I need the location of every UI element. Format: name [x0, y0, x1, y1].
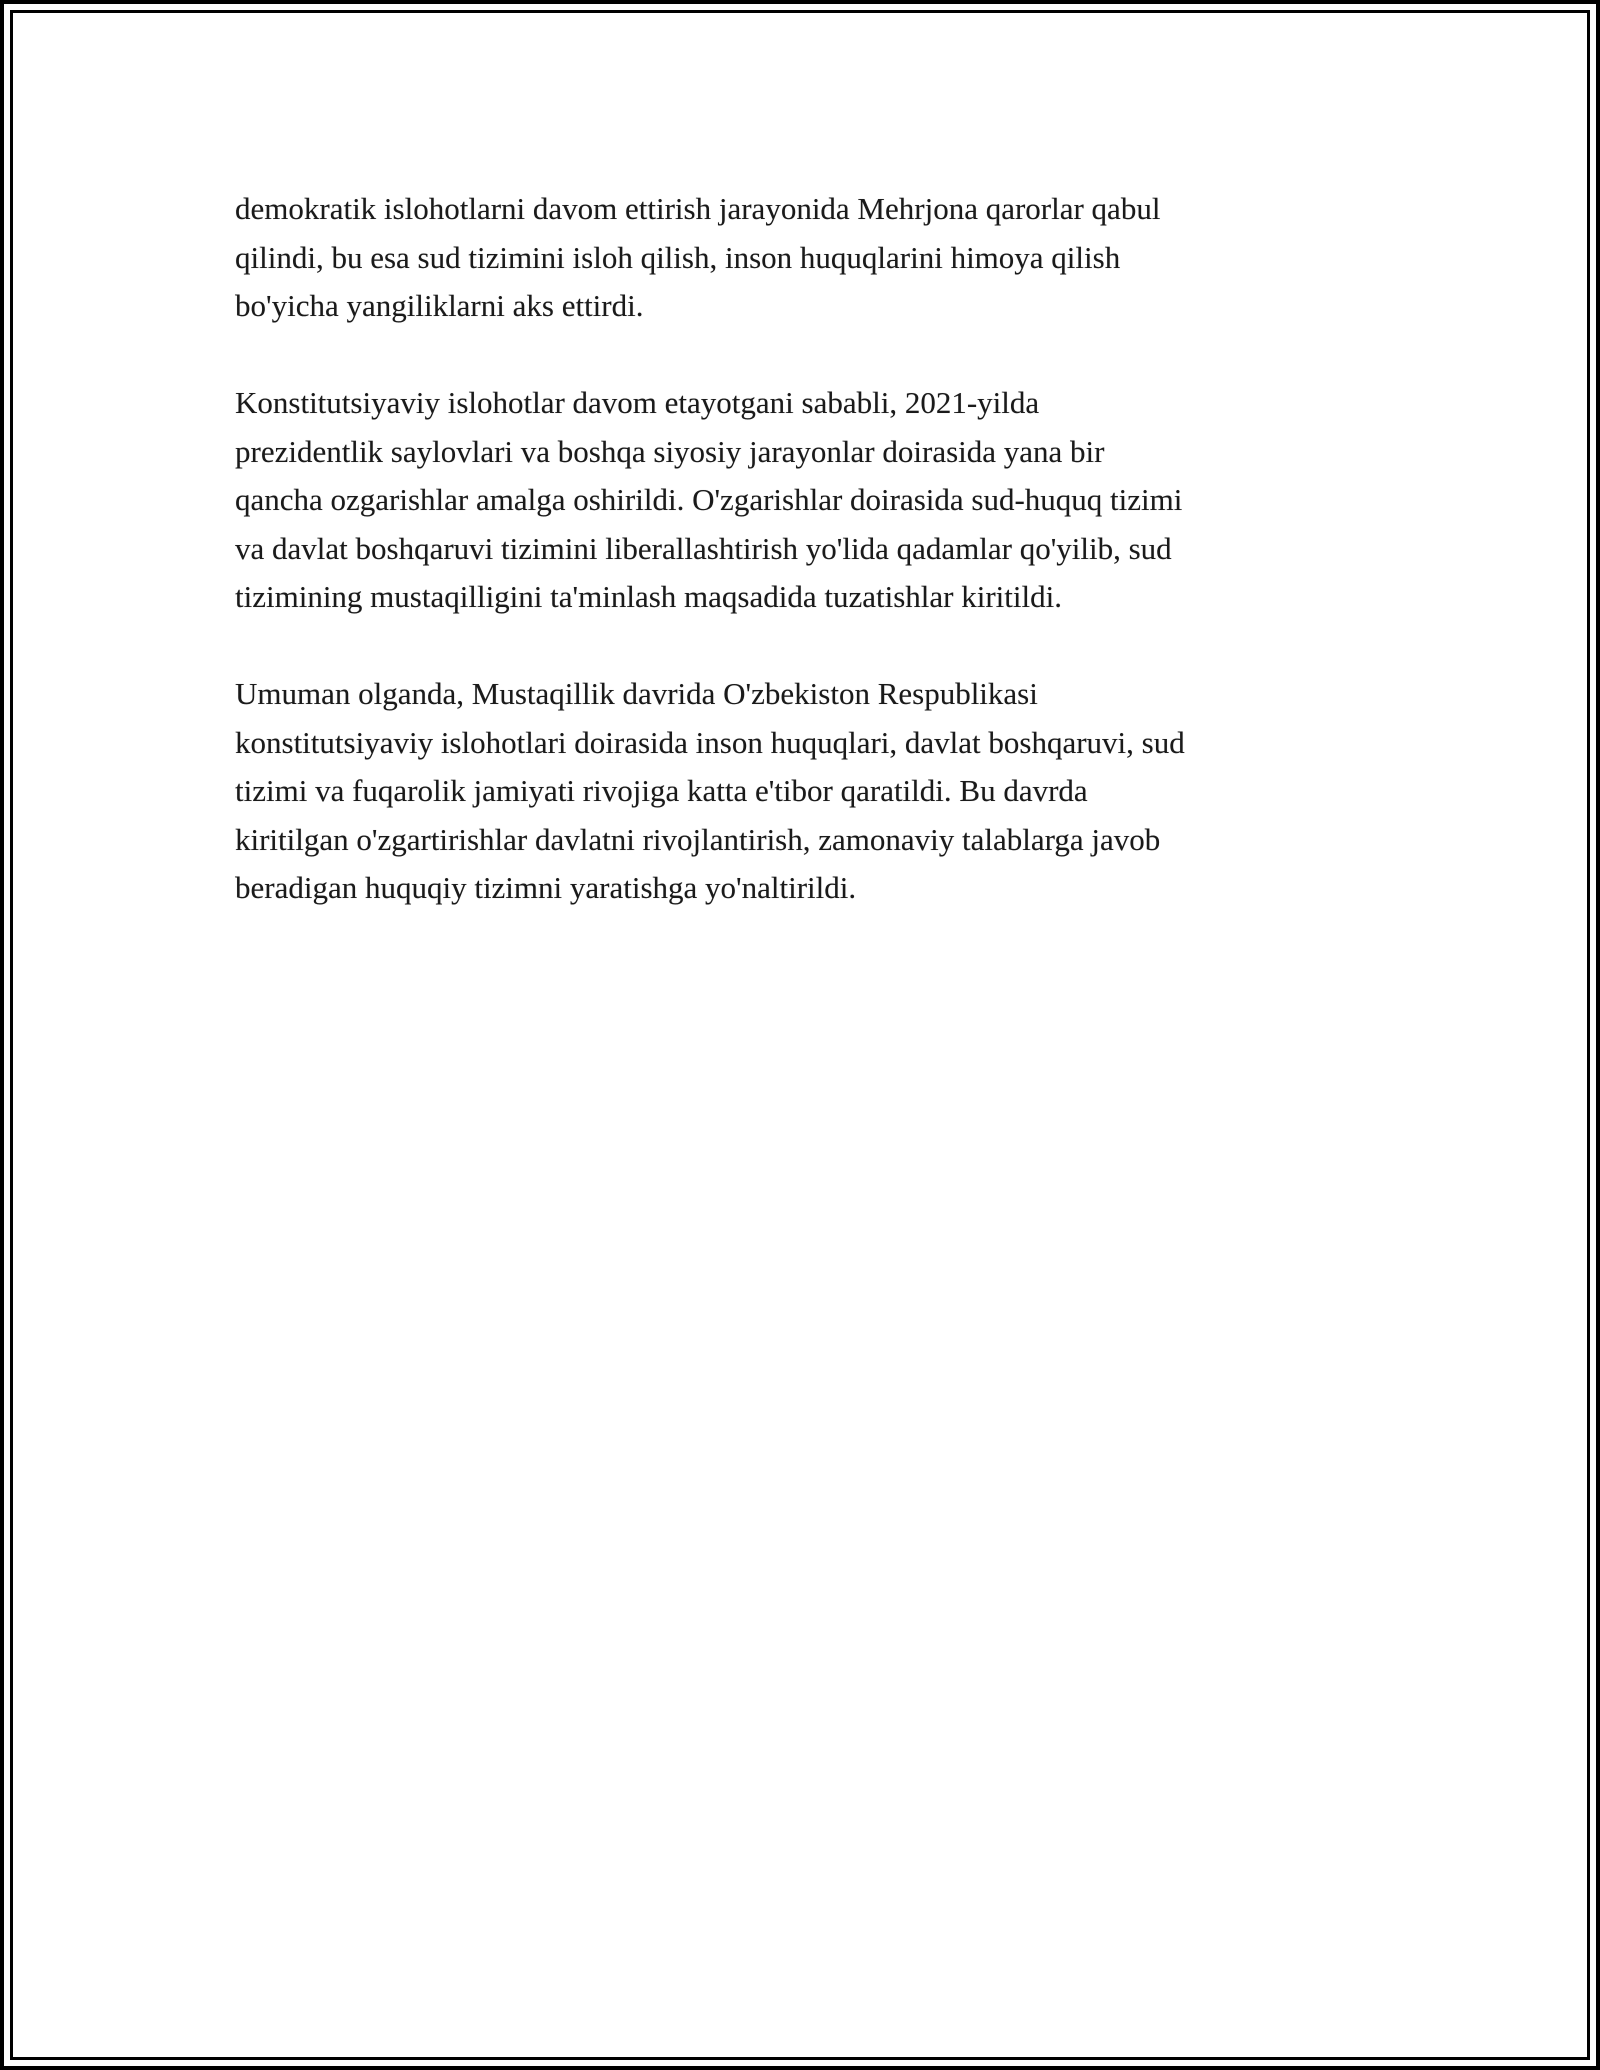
text-line: va davlat boshqaruvi tizimini liberallashtirish yo'lida qadamlar qo'yilib, sud	[235, 530, 1172, 566]
paragraph-1	[235, 185, 1385, 331]
text-line: konstitutsiyaviy islohotlari doirasida inson huquqlari, davlat boshqaruvi, sud	[235, 724, 1185, 760]
paragraph-3	[235, 670, 1385, 913]
text-line: beradigan huquqiy tizimni yaratishga yo'naltirildi.	[235, 870, 857, 905]
text-line: Umuman olganda, Mustaqillik davrida O'zbekiston Respublikasi	[235, 676, 1038, 711]
text-line: prezidentlik saylovlari va boshqa siyosiy jarayonlar doirasida yana bir	[235, 433, 1105, 469]
text-line: demokratik islohotlarni davom ettirish jarayonida Mehrjona qarorlar qabul	[235, 191, 1161, 226]
text-line: qancha ozgarishlar amalga oshirildi. O'zgarishlar doirasida sud-huquq tizimi	[235, 482, 1183, 517]
paragraph-2	[235, 379, 1385, 622]
text-line: kiritilgan o'zgartirishlar davlatni rivojlantirish, zamonaviy talablarga javob	[235, 821, 1161, 857]
text-line: Konstitutsiyaviy islohotlar davom etayotgani sababli, 2021-yilda	[235, 385, 1040, 420]
text-line: tizimining mustaqilligini ta'minlash maqsadida tuzatishlar kiritildi.	[235, 579, 1062, 614]
text-line: tizimi va fuqarolik jamiyati rivojiga katta e'tibor qaratildi. Bu davrda	[235, 773, 1088, 808]
document-body	[235, 185, 1385, 961]
text-line: qilindi, bu esa sud tizimini isloh qilish, inson huquqlarini himoya qilish	[235, 239, 1121, 275]
text-line: bo'yicha yangiliklarni aks ettirdi.	[235, 288, 644, 323]
